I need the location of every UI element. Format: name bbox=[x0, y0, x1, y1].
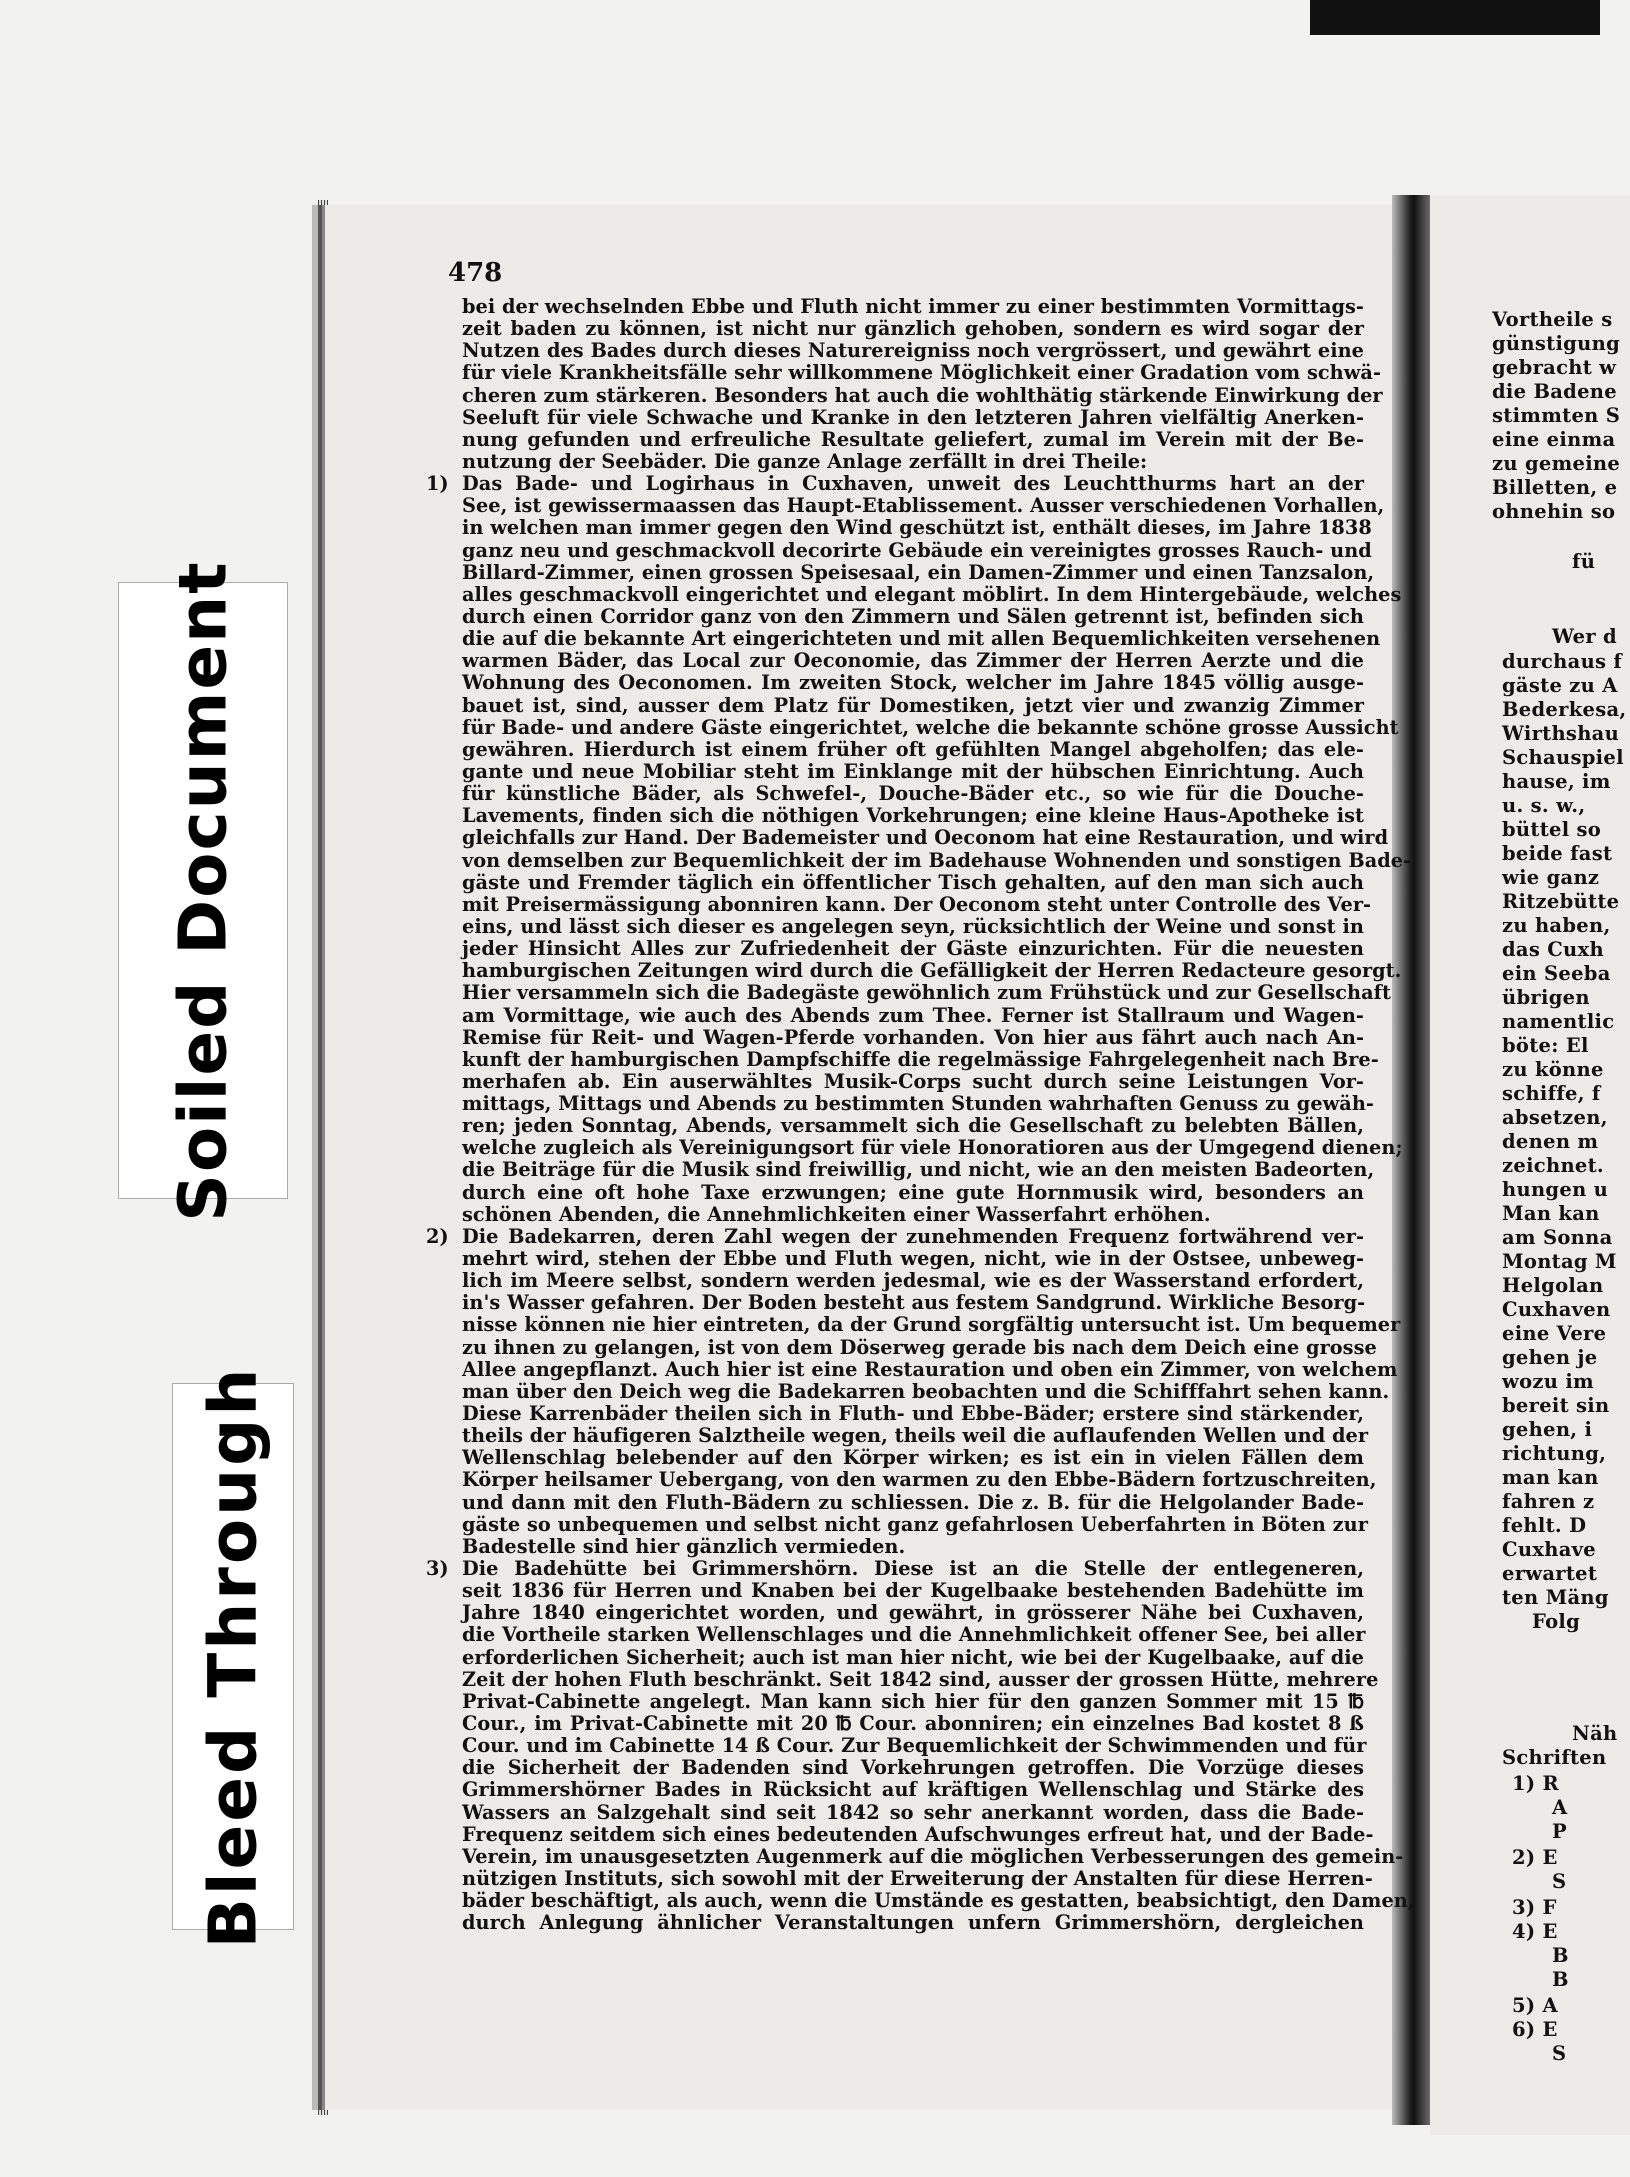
right-page-line: 5) A bbox=[1512, 1994, 1558, 2017]
text-line bbox=[462, 739, 1364, 761]
text-line bbox=[462, 672, 1364, 694]
line-text: jeder Hinsicht Alles zur Zufriedenheit der Gäste einzurichten. Für die neuesten bbox=[462, 937, 1364, 961]
line-text: für künstliche Bäder, als Schwefel-, Douche-Bäder etc., so wie für die Douche- bbox=[462, 782, 1364, 806]
line-text: ren; jeden Sonntag, Abends, versammelt sich die Gesellschaft zu belebten Bällen, bbox=[462, 1114, 1364, 1138]
line-text: Frequenz seitdem sich eines bedeutenden Aufschwunges erfreut hat, und der Bade- bbox=[462, 1822, 1374, 1846]
right-page-line: P bbox=[1552, 1820, 1567, 1843]
text-line bbox=[462, 1512, 1368, 1536]
line-text: cheren zum stärkeren. Besonders hat auch die wohlthätig stärkende Einwirkung der bbox=[462, 383, 1383, 407]
text-line bbox=[462, 1602, 1364, 1624]
text-line bbox=[426, 1557, 1364, 1581]
line-text: bäder beschäftigt, als auch, wenn die Umstände es gestatten, beabsichtigt, den Damen, bbox=[462, 1889, 1415, 1913]
right-page-line: eine einma bbox=[1492, 428, 1616, 451]
right-page-line: zu könne bbox=[1502, 1058, 1604, 1081]
line-text: mehrt wird, stehen der Ebbe und Fluth wegen, nicht, wie in der Ostsee, unbeweg- bbox=[462, 1247, 1364, 1271]
text-line bbox=[462, 1802, 1364, 1824]
right-page-line: übrigen bbox=[1502, 986, 1590, 1009]
right-page-line: Man kan bbox=[1502, 1202, 1600, 1225]
line-text: Hier versammeln sich die Badegäste gewöhnlich zum Frühstück und zur Gesellschaft bbox=[462, 981, 1391, 1005]
text-line bbox=[462, 805, 1364, 827]
line-text: zu ihnen zu gelangen, ist von dem Döserweg gerade bis nach dem Deich eine grosse bbox=[462, 1335, 1377, 1359]
right-page-line: hungen u bbox=[1502, 1178, 1609, 1201]
right-page-line: zeichnet. bbox=[1502, 1154, 1605, 1177]
text-line bbox=[462, 383, 1383, 407]
line-text: für Bade- und andere Gäste eingerichtet, welche die bekannte schöne grosse Aussicht bbox=[462, 715, 1399, 739]
right-page-line: gäste zu A bbox=[1502, 674, 1618, 697]
text-line bbox=[462, 407, 1364, 429]
line-text: gäste so unbequemen und selbst nicht ganz gefahrlosen Ueberfahrten in Böten zur bbox=[462, 1512, 1368, 1536]
line-text: hamburgischen Zeitungen wird durch die Gefälligkeit der Herren Redacteure gesorgt. bbox=[462, 959, 1402, 983]
line-text: und dann mit den Fluth-Bädern zu schliessen. Die z. B. für die Helgolander Bade- bbox=[462, 1490, 1364, 1514]
text-line bbox=[462, 1335, 1377, 1359]
line-text: gäste und Fremder täglich ein öffentlicher Tisch gehalten, auf den man sich auch bbox=[462, 870, 1364, 894]
right-page-line: namentlic bbox=[1502, 1010, 1615, 1033]
line-text: merhafen ab. Ein auserwähltes Musik-Corps sucht durch seine Leistungen Vor- bbox=[462, 1069, 1364, 1093]
text-line bbox=[462, 1424, 1369, 1448]
text-line bbox=[462, 1468, 1377, 1492]
right-page-line: denen m bbox=[1502, 1130, 1599, 1153]
right-page-line: günstigung bbox=[1492, 332, 1621, 355]
right-page-line: S bbox=[1552, 1870, 1567, 1893]
text-line bbox=[462, 1092, 1374, 1116]
text-line bbox=[462, 695, 1364, 717]
text-line bbox=[462, 1005, 1364, 1027]
text-line bbox=[462, 761, 1364, 783]
right-page-line: absetzen, bbox=[1502, 1106, 1608, 1129]
line-text: Remise für Reit- und Wagen-Pferde vorhanden. Von hier aus fährt auch nach An- bbox=[462, 1025, 1364, 1049]
text-line bbox=[462, 516, 1372, 540]
line-text: die Vortheile starken Wellenschlages und die Annehmlichkeit offener See, bei aller bbox=[462, 1623, 1366, 1647]
line-text: am Vormittage, wie auch des Abends zum Thee. Ferner ist Stallraum und Wagen- bbox=[462, 1003, 1364, 1027]
item-number: 3) bbox=[426, 1557, 449, 1581]
line-text: nutzung der Seebäder. Die ganze Anlage zerfällt in drei Theile: bbox=[462, 449, 1148, 473]
text-line bbox=[462, 1071, 1364, 1093]
label-bleed-through bbox=[172, 1365, 294, 1948]
line-text: bei der wechselnden Ebbe und Fluth nicht immer zu einer bestimmten Vormittags- bbox=[462, 295, 1364, 318]
line-text: theils der häufigeren Salztheile wegen, theils weil die auflaufenden Wellen und der bbox=[462, 1424, 1369, 1448]
right-page-line: Wirthshau bbox=[1502, 722, 1620, 745]
text-line bbox=[462, 1713, 1364, 1735]
text-line bbox=[462, 494, 1385, 518]
right-page-line: wozu im bbox=[1502, 1370, 1594, 1393]
line-text: kunft der hamburgischen Dampfschiffe die regelmässige Fahrgelegenheit nach Bre- bbox=[462, 1047, 1379, 1071]
right-page-line: ten Mäng bbox=[1502, 1586, 1609, 1609]
line-text: welche zugleich als Vereinigungsort für viele Honoratioren aus der Umgegend dienen; bbox=[462, 1136, 1403, 1160]
text-line bbox=[462, 783, 1364, 805]
line-text: die Beiträge für die Musik sind freiwillig, und nicht, wie an den meisten Badeorten, bbox=[462, 1158, 1375, 1182]
line-text: durch Anlegung ähnlicher Veranstaltungen unfern Grimmershörn, dergleichen bbox=[462, 1911, 1364, 1935]
text-line bbox=[462, 296, 1364, 318]
line-text: Privat-Cabinette angelegt. Man kann sich hier für den ganzen Sommer mit 15 ℔ bbox=[462, 1689, 1364, 1713]
text-line bbox=[462, 1779, 1364, 1801]
text-line bbox=[462, 916, 1364, 938]
right-page-line: am Sonna bbox=[1502, 1226, 1613, 1249]
line-text: die Sicherheit der Badenden sind Vorkehrungen getroffen. Die Vorzüge dieses bbox=[462, 1756, 1364, 1780]
line-text: zeit baden zu können, ist nicht nur gänzlich gehoben, sondern es wird sogar der bbox=[462, 317, 1364, 341]
line-text: durch eine oft hohe Taxe erzwungen; eine gute Hornmusik wird, besonders an bbox=[462, 1180, 1364, 1204]
line-text: Allee angepflanzt. Auch hier ist eine Restauration und oben ein Zimmer, von welchem bbox=[462, 1357, 1398, 1381]
line-text: Badestelle sind hier gänzlich vermieden. bbox=[462, 1534, 906, 1558]
text-line bbox=[462, 1667, 1379, 1691]
line-text: schönen Abenden, die Annehmlichkeiten einer Wasserfahrt erhöhen. bbox=[462, 1202, 1211, 1226]
right-page-line: B bbox=[1552, 1968, 1569, 1991]
line-text: Die Badehütte bei Grimmershörn. Diese ist an die Stelle der entlegeneren, bbox=[462, 1557, 1364, 1581]
line-text: Die Badekarren, deren Zahl wegen der zunehmenden Frequenz fortwährend ver- bbox=[462, 1224, 1364, 1248]
right-page-line: beide fast bbox=[1502, 842, 1613, 865]
right-page-line: ein Seeba bbox=[1502, 962, 1611, 985]
line-text: gewähren. Hierdurch ist einem früher oft gefühlten Mangel abgeholfen; das ele- bbox=[462, 737, 1364, 761]
line-text: Wellenschlag belebender auf den Körper wirken; es ist ein in vielen Fällen dem bbox=[462, 1446, 1364, 1470]
line-text: durch einen Corridor ganz von den Zimmern und Sälen getrennt ist, befinden sich bbox=[462, 604, 1364, 628]
text-line bbox=[462, 361, 1381, 385]
text-line bbox=[462, 892, 1372, 916]
line-text: nisse können nie hier eintreten, da der Grund sorgfältig untersucht ist. Um bequemer bbox=[462, 1313, 1401, 1337]
right-page-line: Cuxhave bbox=[1502, 1538, 1596, 1561]
line-text: nützigen Instituts, sich sowohl mit der Erweiterung der Anstalten für diese Herren- bbox=[462, 1866, 1373, 1890]
right-page-line: Schauspiel bbox=[1502, 746, 1624, 769]
right-page-line: Helgolan bbox=[1502, 1274, 1604, 1297]
line-text: nung gefunden und erfreuliche Resultate geliefert, zumal im Verein mit der Be- bbox=[462, 427, 1364, 451]
right-page-line: Ritzebütte bbox=[1502, 890, 1620, 913]
text-line bbox=[462, 1691, 1364, 1713]
line-text: Seeluft für viele Schwache und Kranke in den letzteren Jahren vielfältig Anerken- bbox=[462, 405, 1364, 429]
right-page-line: Vortheile s bbox=[1492, 308, 1613, 331]
line-text: Jahre 1840 eingerichtet worden, und gewährt, in grösserer Nähe bei Cuxhaven, bbox=[462, 1601, 1364, 1625]
text-line bbox=[462, 1313, 1401, 1337]
text-line bbox=[462, 318, 1364, 340]
text-column bbox=[426, 295, 1415, 1935]
text-line bbox=[462, 1866, 1373, 1890]
book-gutter bbox=[1392, 195, 1432, 2125]
right-page bbox=[1430, 195, 1630, 2135]
line-text: Zeit der hohen Fluth beschränkt. Seit 1842 sind, ausser der grossen Hütte, mehrere bbox=[462, 1667, 1379, 1691]
line-text: Lavements, finden sich die nöthigen Vorkehrungen; eine kleine Haus-Apotheke ist bbox=[462, 804, 1364, 828]
line-text: See, ist gewissermaassen das Haupt-Etablissement. Ausser verschiedenen Vorhallen, bbox=[462, 494, 1385, 518]
line-text: Verein, im unausgesetzten Augenmerk auf die möglichen Verbesserungen des gemein- bbox=[462, 1844, 1404, 1868]
right-page-line: 6) E bbox=[1512, 2018, 1558, 2041]
right-page-line: zu gemeine bbox=[1492, 452, 1621, 475]
text-line bbox=[462, 1912, 1364, 1934]
line-text: Cour., im Privat-Cabinette mit 20 ℔ Cour. abonniren; ein einzelnes Bad kostet 8 ß bbox=[462, 1712, 1364, 1735]
text-line bbox=[462, 1047, 1379, 1071]
right-page-line: gebracht w bbox=[1492, 356, 1617, 379]
right-page-line: Montag M bbox=[1502, 1250, 1617, 1273]
right-page-line: büttel so bbox=[1502, 818, 1602, 841]
line-text: Billard-Zimmer, einen grossen Speisesaal, ein Damen-Zimmer und einen Tanzsalon, bbox=[462, 560, 1375, 584]
right-page-line: gehen je bbox=[1502, 1346, 1598, 1369]
line-text: Nutzen des Bades durch dieses Naturereigniss noch vergrössert, und gewährt eine bbox=[462, 339, 1364, 363]
line-text: alles geschmackvoll eingerichtet und elegant möblirt. In dem Hintergebäude, welches bbox=[462, 582, 1402, 606]
text-line bbox=[462, 872, 1364, 894]
text-line bbox=[462, 451, 1364, 473]
text-line bbox=[462, 826, 1389, 850]
text-line bbox=[462, 848, 1412, 872]
text-line bbox=[462, 429, 1364, 451]
line-text: in welchen man immer gegen den Wind geschützt ist, enthält dieses, im Jahre 1838 bbox=[462, 516, 1372, 540]
label-soiled-text: Soiled Document bbox=[164, 559, 242, 1222]
line-text: bauet ist, sind, ausser dem Platz für Domestiken, jetzt vier und zwanzig Zimmer bbox=[462, 693, 1364, 717]
scan-background bbox=[1310, 0, 1600, 35]
right-page-line: die Badene bbox=[1492, 380, 1617, 403]
line-text: Körper heilsamer Uebergang, von den warmen zu den Ebbe-Bädern fortzuschreiten, bbox=[462, 1468, 1377, 1492]
text-line bbox=[462, 340, 1364, 362]
line-text: Grimmershörner Bades in Rücksicht auf kräftigen Wellenschlag und Stärke des bbox=[462, 1778, 1364, 1802]
text-line bbox=[462, 1822, 1374, 1846]
right-page-line: Billetten, e bbox=[1492, 476, 1618, 499]
line-text: Cour. und im Cabinette 14 ß Cour. Zur Bequemlichkeit der Schwimmenden und für bbox=[462, 1734, 1367, 1758]
right-page-line: zu haben, bbox=[1502, 914, 1611, 937]
right-page-line: fü bbox=[1572, 550, 1596, 573]
text-line bbox=[462, 1624, 1364, 1646]
line-text: von demselben zur Bequemlichkeit der im Badehause Wohnenden und sonstigen Bade- bbox=[462, 848, 1412, 872]
text-line bbox=[462, 560, 1375, 584]
right-page-line: Schriften bbox=[1502, 1746, 1607, 1769]
line-text: in's Wasser gefahren. Der Boden besteht aus festem Sandgrund. Wirkliche Besorg- bbox=[462, 1291, 1366, 1315]
line-text: die auf die bekannte Art eingerichteten und mit allen Bequemlichkeiten versehenen bbox=[462, 627, 1381, 651]
text-line bbox=[462, 538, 1372, 562]
right-page-line: Folg bbox=[1532, 1610, 1581, 1633]
right-page-line: A bbox=[1552, 1796, 1568, 1819]
text-line bbox=[462, 1027, 1364, 1049]
text-line bbox=[462, 650, 1364, 672]
right-page-line: 1) R bbox=[1512, 1772, 1559, 1795]
line-text: warmen Bäder, das Local zur Oeconomie, das Zimmer der Herren Aerzte und die bbox=[462, 649, 1364, 673]
text-line bbox=[462, 1844, 1404, 1868]
right-page-line: 4) E bbox=[1512, 1920, 1558, 1943]
text-line bbox=[462, 1270, 1364, 1292]
text-line bbox=[462, 981, 1391, 1005]
line-text: für viele Krankheitsfälle sehr willkommene Möglichkeit einer Gradation vom schwä- bbox=[462, 361, 1381, 385]
right-page-line: Näh bbox=[1572, 1722, 1618, 1745]
text-line bbox=[462, 1757, 1364, 1779]
right-page-line: 3) F bbox=[1512, 1896, 1557, 1919]
text-line bbox=[462, 1647, 1364, 1669]
label-soiled-document bbox=[118, 559, 288, 1222]
right-page-line: 2) E bbox=[1512, 1846, 1558, 1869]
text-line bbox=[462, 1379, 1390, 1403]
line-text: ganz neu und geschmackvoll decorirte Gebäude ein vereinigtes grosses Rauch- und bbox=[462, 538, 1372, 562]
page-number: 478 bbox=[448, 258, 503, 288]
right-page-line: fehlt. D bbox=[1502, 1514, 1587, 1537]
right-page-line: durchaus f bbox=[1502, 650, 1623, 673]
item-number: 1) bbox=[426, 472, 449, 496]
line-text: gleichfalls zur Hand. Der Bademeister und Oeconom hat eine Restauration, und wird bbox=[462, 826, 1389, 850]
text-line bbox=[462, 1357, 1398, 1381]
right-page-line: B bbox=[1552, 1944, 1569, 1967]
right-page-line: hause, im bbox=[1502, 770, 1611, 793]
right-page-line: Cuxhaven bbox=[1502, 1298, 1611, 1321]
right-page-line: stimmten S bbox=[1492, 404, 1621, 427]
text-line bbox=[462, 959, 1402, 983]
line-text: Wohnung des Oeconomen. Im zweiten Stock, welcher im Jahre 1845 völlig ausge- bbox=[462, 671, 1364, 695]
right-page-line: S bbox=[1552, 2042, 1567, 2065]
right-page-line: richtung, bbox=[1502, 1442, 1607, 1465]
right-page-line: Wer d bbox=[1552, 625, 1617, 648]
line-text: erforderlichen Sicherheit; auch ist man hier nicht, wie bei der Kugelbaake, auf die bbox=[462, 1645, 1364, 1669]
line-text: Das Bade- und Logirhaus in Cuxhaven, unweit des Leuchtthurms hart an der bbox=[462, 472, 1364, 496]
right-page-line: bereit sin bbox=[1502, 1394, 1610, 1417]
text-line bbox=[462, 1536, 1364, 1558]
text-line bbox=[462, 1403, 1364, 1425]
line-text: Wassers an Salzgehalt sind seit 1842 so sehr anerkannt worden, dass die Bade- bbox=[462, 1800, 1364, 1824]
line-text: lich im Meere selbst, sondern werden jedesmal, wie es der Wasserstand erfordert, bbox=[462, 1269, 1364, 1293]
right-page-line: Bederkesa, bbox=[1502, 698, 1627, 721]
text-line bbox=[462, 606, 1364, 628]
line-text: mittags, Mittags und Abends zu bestimmten Stunden wahrhaften Genuss zu gewäh- bbox=[462, 1092, 1374, 1116]
right-page-line: man kan bbox=[1502, 1466, 1599, 1489]
item-number: 2) bbox=[426, 1224, 449, 1248]
right-page-line: fahren z bbox=[1502, 1490, 1595, 1513]
right-page-line: ohnehin so bbox=[1492, 500, 1616, 523]
text-line bbox=[462, 1136, 1403, 1160]
text-line bbox=[462, 1204, 1364, 1226]
right-page-line: wie ganz bbox=[1502, 866, 1600, 889]
right-page-line: eine Vere bbox=[1502, 1322, 1607, 1345]
text-line bbox=[462, 1734, 1367, 1758]
right-page-line: böte: El bbox=[1502, 1034, 1589, 1057]
text-line bbox=[462, 715, 1399, 739]
text-line bbox=[462, 1182, 1364, 1204]
text-line bbox=[462, 582, 1402, 606]
right-page-line: u. s. w., bbox=[1502, 794, 1586, 817]
right-page-line: gehen, i bbox=[1502, 1418, 1593, 1441]
right-page-line: das Cuxh bbox=[1502, 938, 1604, 961]
line-text: eins, und lässt sich dieser es angelegen seyn, rücksichtlich der Weine und sonst in bbox=[462, 914, 1364, 938]
text-line bbox=[462, 1447, 1364, 1469]
label-bleed-text: Bleed Through bbox=[194, 1365, 272, 1948]
line-text: Diese Karrenbäder theilen sich in Fluth- und Ebbe-Bäder; erstere sind stärkender, bbox=[462, 1402, 1364, 1426]
text-line bbox=[462, 1115, 1364, 1137]
text-line bbox=[462, 1492, 1364, 1514]
text-line bbox=[426, 1224, 1364, 1248]
text-line bbox=[462, 1158, 1375, 1182]
right-page-line: schiffe, f bbox=[1502, 1082, 1601, 1105]
line-text: seit 1836 für Herren und Knaben bei der Kugelbaake bestehenden Badehütte im bbox=[462, 1579, 1364, 1603]
text-line bbox=[426, 472, 1364, 496]
right-page-line: erwartet bbox=[1502, 1562, 1598, 1585]
text-line bbox=[462, 1292, 1364, 1314]
text-line bbox=[462, 938, 1364, 960]
text-line bbox=[462, 1580, 1364, 1602]
line-text: man über den Deich weg die Badekarren beobachten und die Schifffahrt sehen kann. bbox=[462, 1379, 1390, 1403]
text-line bbox=[462, 1889, 1415, 1913]
text-line bbox=[462, 627, 1381, 651]
line-text: mit Preisermässigung abonniren kann. Der Oeconom steht unter Controlle des Ver- bbox=[462, 892, 1372, 916]
text-line bbox=[462, 1248, 1364, 1270]
line-text: gante und neue Mobiliar steht im Einklange mit der hübschen Einrichtung. Auch bbox=[462, 759, 1364, 783]
